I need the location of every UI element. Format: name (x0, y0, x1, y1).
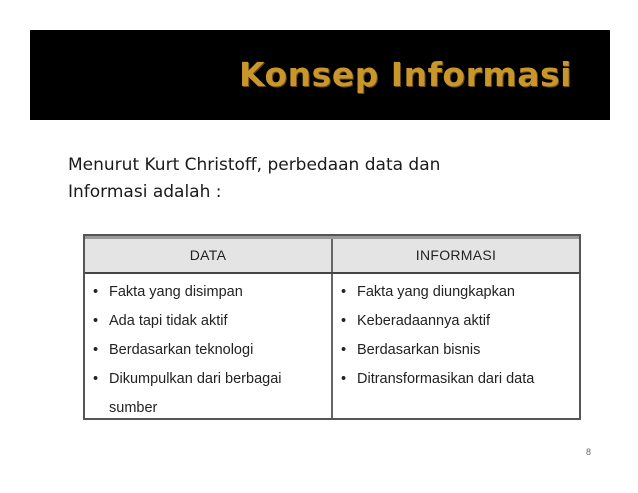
title-bar (30, 30, 610, 120)
data-item: • Fakta yang disimpan (91, 278, 331, 307)
header-data: DATA (85, 236, 333, 272)
informasi-item: • Berdasarkan bisnis (339, 336, 579, 365)
slide-title: Konsep Informasi (239, 55, 572, 94)
data-item: • Ada tapi tidak aktif (91, 307, 331, 336)
informasi-item: • Ditransformasikan dari data (339, 365, 579, 394)
comparison-table (83, 234, 581, 420)
intro-line-1: Menurut Kurt Christoff, perbedaan data dan (68, 155, 441, 175)
table-header-row (85, 236, 579, 274)
data-column (85, 274, 333, 418)
data-item: • Dikumpulkan dari berbagai (91, 365, 331, 394)
table-body (85, 274, 579, 418)
page-number: 8 (586, 447, 592, 457)
informasi-item: • Fakta yang diungkapkan (339, 278, 579, 307)
informasi-item: • Keberadaannya aktif (339, 307, 579, 336)
intro-line-2: Informasi adalah : (68, 182, 222, 202)
informasi-column (333, 274, 579, 418)
header-informasi: INFORMASI (415, 247, 497, 263)
data-item: • Berdasarkan teknologi (91, 336, 331, 365)
intro-text (68, 152, 588, 206)
data-item-continuation: sumber (109, 400, 158, 416)
